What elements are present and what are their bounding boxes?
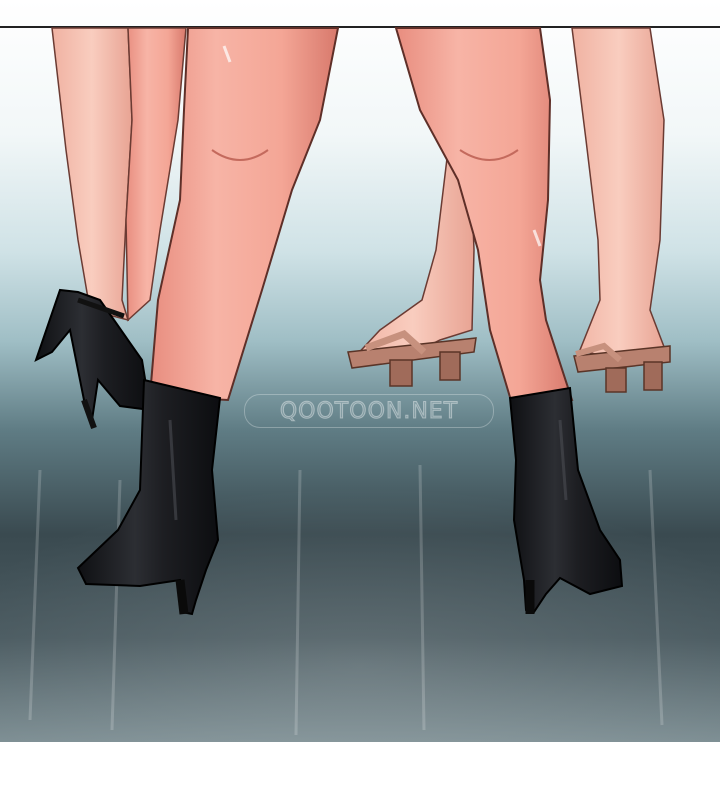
page-gutter [0, 742, 720, 800]
